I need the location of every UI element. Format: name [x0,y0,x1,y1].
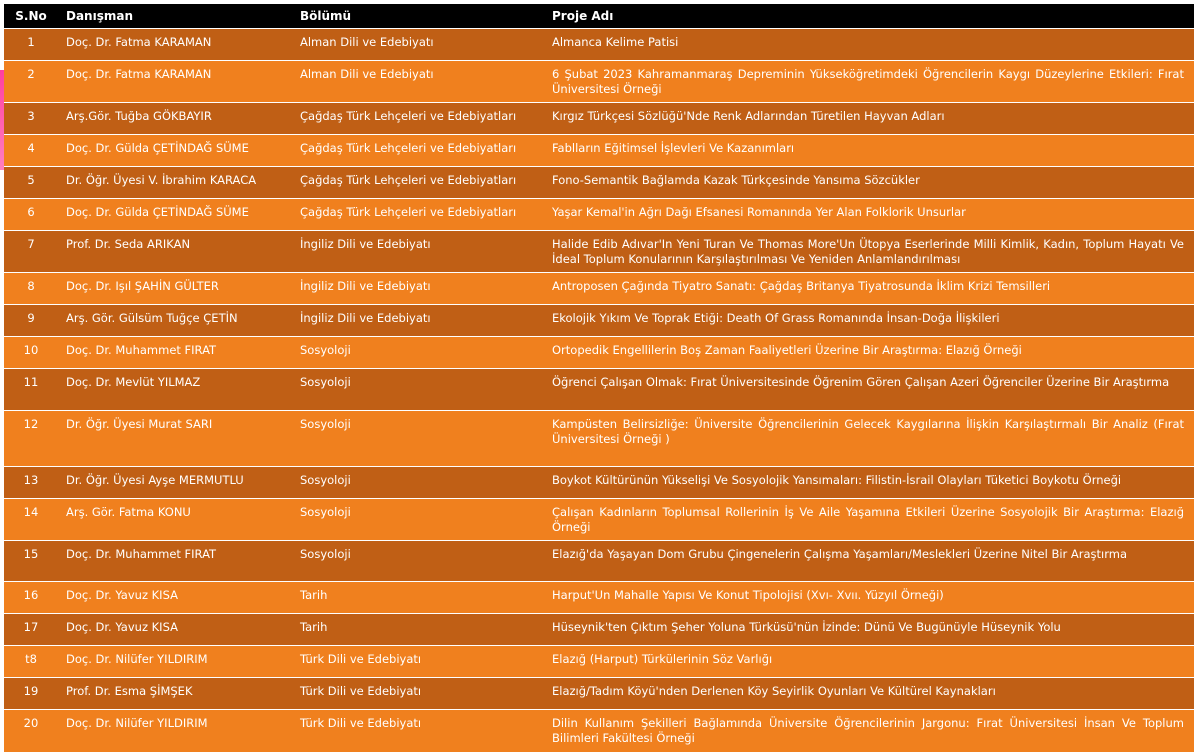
projects-table [4,4,1194,752]
cell-no: 8 [4,273,58,305]
cell-no: 4 [4,135,58,167]
cell-project: Fono-Semantik Bağlamda Kazak Türkçesinde Yansıma Sözcükler [544,167,1194,199]
cell-advisor: Doç. Dr. Muhammet FIRAT [58,337,292,369]
table-body [4,29,1194,752]
cell-advisor: Doç. Dr. Nilüfer YILDIRIM [58,646,292,678]
cell-advisor: Doç. Dr. Nilüfer YILDIRIM [58,710,292,752]
table-row [4,61,1194,103]
cell-advisor: Doç. Dr. Yavuz KISA [58,582,292,614]
cell-department: Sosyoloji [292,467,544,499]
cell-advisor: Dr. Öğr. Üyesi V. İbrahim KARACA [58,167,292,199]
cell-advisor: Prof. Dr. Esma ŞİMŞEK [58,678,292,710]
cell-department: İngiliz Dili ve Edebiyatı [292,231,544,273]
cell-project: 6 Şubat 2023 Kahramanmaraş Depreminin Yükseköğretimdeki Öğrencilerin Kaygı Düzeylerine Etkileri: Fırat Üniversitesi Örneği [544,61,1194,103]
table-row [4,582,1194,614]
cell-advisor: Doç. Dr. Gülda ÇETİNDAĞ SÜME [58,199,292,231]
cell-no: 3 [4,103,58,135]
cell-advisor: Arş. Gör. Fatma KONU [58,499,292,541]
table-row [4,541,1194,582]
table-header-row [4,4,1194,29]
cell-no: 7 [4,231,58,273]
cell-project: Çalışan Kadınların Toplumsal Rollerinin İş Ve Aile Yaşamına Etkileri Üzerine Sosyolojik Bir Araştırma: Elazığ Örneği [544,499,1194,541]
cell-advisor: Doç. Dr. Fatma KARAMAN [58,61,292,103]
cell-no: 20 [4,710,58,752]
header-advisor: Danışman [58,4,292,29]
header-department: Bölümü [292,4,544,29]
cell-department: İngiliz Dili ve Edebiyatı [292,273,544,305]
cell-advisor: Doç. Dr. Gülda ÇETİNDAĞ SÜME [58,135,292,167]
cell-department: Sosyoloji [292,541,544,582]
cell-advisor: Doç. Dr. Işıl ŞAHİN GÜLTER [58,273,292,305]
table-row [4,369,1194,411]
cell-project: Elazığ (Harput) Türkülerinin Söz Varlığı [544,646,1194,678]
cell-advisor: Doç. Dr. Mevlüt YILMAZ [58,369,292,411]
table-row [4,614,1194,646]
cell-project: Elazığ/Tadım Köyü'nden Derlenen Köy Seyirlik Oyunları Ve Kültürel Kaynakları [544,678,1194,710]
cell-no: 6 [4,199,58,231]
table-row [4,231,1194,273]
cell-department: Alman Dili ve Edebiyatı [292,29,544,61]
cell-project: Boykot Kültürünün Yükselişi Ve Sosyolojik Yansımaları: Filistin-İsrail Olayları Tüketici Boykotu Örneği [544,467,1194,499]
cell-no: 5 [4,167,58,199]
cell-project: Ekolojik Yıkım Ve Toprak Etiği: Death Of Grass Romanında İnsan-Doğa İlişkileri [544,305,1194,337]
table-row [4,305,1194,337]
table-row [4,411,1194,467]
table-row [4,29,1194,61]
cell-department: Tarih [292,582,544,614]
header-no: S.No [4,4,58,29]
cell-advisor: Prof. Dr. Seda ARIKAN [58,231,292,273]
cell-advisor: Arş.Gör. Tuğba GÖKBAYIR [58,103,292,135]
cell-department: Sosyoloji [292,337,544,369]
cell-department: Tarih [292,614,544,646]
table-row [4,499,1194,541]
cell-project: Elazığ'da Yaşayan Dom Grubu Çingenelerin Çalışma Yaşamları/Meslekleri Üzerine Nitel Bir Araştırma [544,541,1194,582]
table-row [4,167,1194,199]
table-row [4,646,1194,678]
cell-advisor: Dr. Öğr. Üyesi Ayşe MERMUTLU [58,467,292,499]
cell-no: 16 [4,582,58,614]
cell-no: 19 [4,678,58,710]
header-project: Proje Adı [544,4,1194,29]
table-row [4,710,1194,752]
cell-no: 10 [4,337,58,369]
table-row [4,337,1194,369]
cell-project: Ortopedik Engellilerin Boş Zaman Faaliyetleri Üzerine Bir Araştırma: Elazığ Örneği [544,337,1194,369]
cell-department: Alman Dili ve Edebiyatı [292,61,544,103]
cell-department: Çağdaş Türk Lehçeleri ve Edebiyatları [292,199,544,231]
table-row [4,467,1194,499]
cell-no: 12 [4,411,58,467]
cell-advisor: Dr. Öğr. Üyesi Murat SARI [58,411,292,467]
cell-no: 11 [4,369,58,411]
cell-project: Fablların Eğitimsel İşlevleri Ve Kazanımları [544,135,1194,167]
cell-project: Hüseynik'ten Çıktım Şeher Yoluna Türküsü'nün İzinde: Dünü Ve Bugünüyle Hüseynik Yolu [544,614,1194,646]
table-row [4,103,1194,135]
table-row [4,135,1194,167]
cell-no: 1 [4,29,58,61]
cell-project: Kırgız Türkçesi Sözlüğü'Nde Renk Adlarından Türetilen Hayvan Adları [544,103,1194,135]
cell-no: 13 [4,467,58,499]
cell-project: Yaşar Kemal'in Ağrı Dağı Efsanesi Romanında Yer Alan Folklorik Unsurlar [544,199,1194,231]
cell-department: Sosyoloji [292,411,544,467]
cell-advisor: Doç. Dr. Yavuz KISA [58,614,292,646]
cell-project: Kampüsten Belirsizliğe: Üniversite Öğrencilerinin Gelecek Kaygılarına İlişkin Karşılaştırmalı Bir Analiz (Fırat Üniversitesi Örneği ) [544,411,1194,467]
cell-no: 17 [4,614,58,646]
cell-project: Dilin Kullanım Şekilleri Bağlamında Üniversite Öğrencilerinin Jargonu: Fırat Üniversitesi İnsan Ve Toplum Bilimleri Fakültesi Örneği [544,710,1194,752]
cell-no: 15 [4,541,58,582]
cell-no: 14 [4,499,58,541]
cell-project: Antroposen Çağında Tiyatro Sanatı: Çağdaş Britanya Tiyatrosunda İklim Krizi Temsilleri [544,273,1194,305]
cell-department: Türk Dili ve Edebiyatı [292,646,544,678]
cell-department: Türk Dili ve Edebiyatı [292,678,544,710]
cell-department: Sosyoloji [292,499,544,541]
cell-advisor: Doç. Dr. Fatma KARAMAN [58,29,292,61]
cell-department: Çağdaş Türk Lehçeleri ve Edebiyatları [292,167,544,199]
cell-no: 2 [4,61,58,103]
table-row [4,678,1194,710]
cell-no: t8 [4,646,58,678]
table-row [4,273,1194,305]
cell-no: 9 [4,305,58,337]
cell-project: Öğrenci Çalışan Olmak: Fırat Üniversitesinde Öğrenim Gören Çalışan Azeri Öğrenciler Üzerine Bir Araştırma [544,369,1194,411]
cell-department: Çağdaş Türk Lehçeleri ve Edebiyatları [292,135,544,167]
cell-advisor: Doç. Dr. Muhammet FIRAT [58,541,292,582]
cell-advisor: Arş. Gör. Gülsüm Tuğçe ÇETİN [58,305,292,337]
cell-project: Almanca Kelime Patisi [544,29,1194,61]
projects-table-container [4,4,1194,756]
cell-department: Türk Dili ve Edebiyatı [292,710,544,752]
cell-department: İngiliz Dili ve Edebiyatı [292,305,544,337]
cell-department: Sosyoloji [292,369,544,411]
cell-department: Çağdaş Türk Lehçeleri ve Edebiyatları [292,103,544,135]
cell-project: Halide Edib Adıvar'In Yeni Turan Ve Thomas More'Un Ütopya Eserlerinde Milli Kimlik, Kadın, Toplum Hayatı Ve İdeal Toplum Konularının Karşılaştırılması Ve Yeniden Anlamlandırılması [544,231,1194,273]
cell-project: Harput'Un Mahalle Yapısı Ve Konut Tipolojisi (Xvı- Xvıı. Yüzyıl Örneği) [544,582,1194,614]
table-row [4,199,1194,231]
